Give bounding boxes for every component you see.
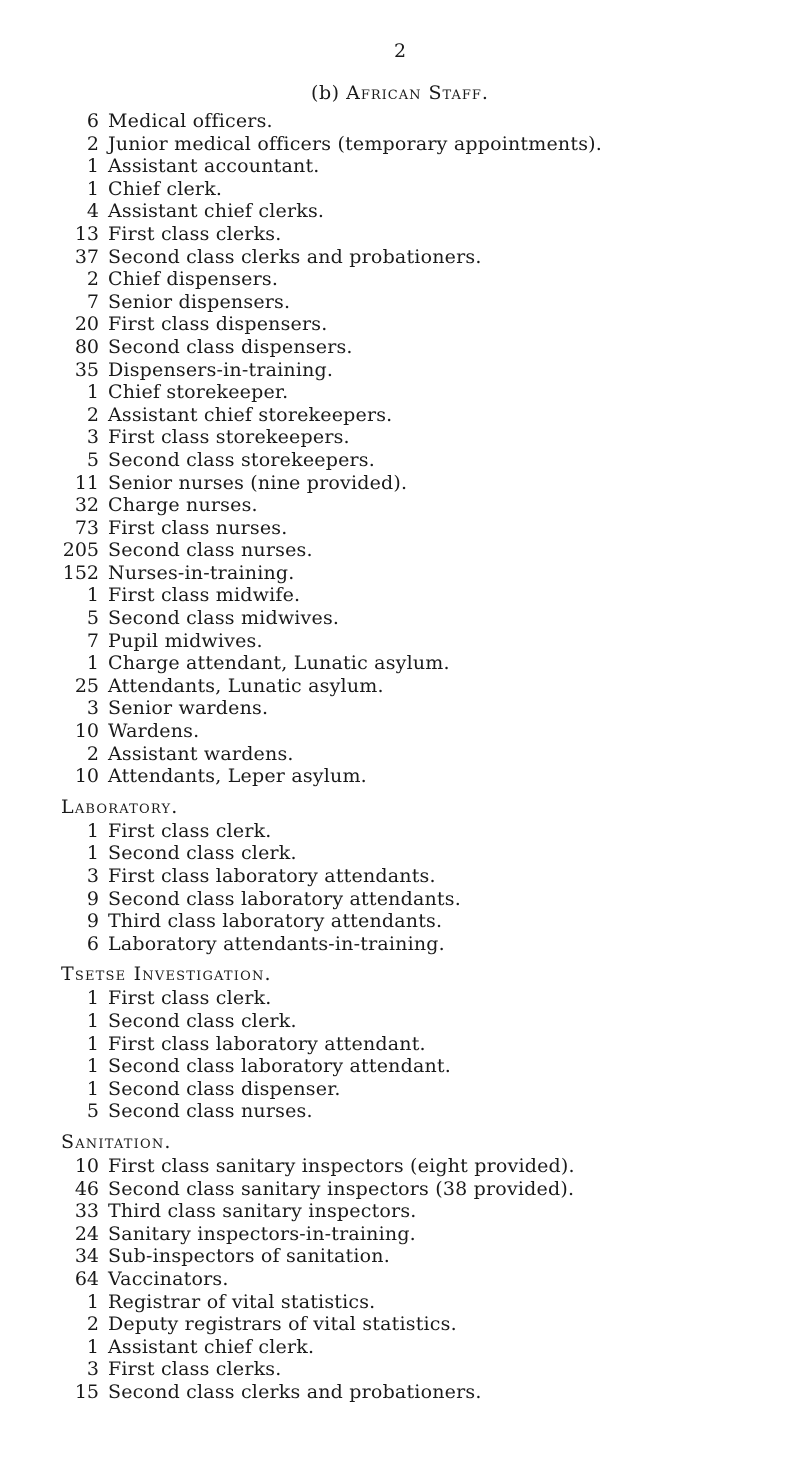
staff-description: Second class storekeepers. bbox=[108, 448, 375, 471]
page-number: 2 bbox=[393, 40, 407, 62]
staff-description: Third class sanitary inspectors. bbox=[108, 1200, 417, 1223]
staff-description: Second class clerk. bbox=[108, 842, 297, 865]
staff-description: Second class laboratory attendants. bbox=[108, 887, 461, 910]
staff-count: 1 bbox=[86, 155, 99, 178]
staff-count: 9 bbox=[86, 910, 99, 933]
staff-row bbox=[0, 291, 800, 314]
staff-row bbox=[0, 1100, 800, 1123]
staff-count: 1 bbox=[86, 381, 99, 404]
staff-description: Second class nurses. bbox=[108, 539, 313, 562]
staff-description: First class clerk. bbox=[108, 987, 272, 1010]
staff-description: First class laboratory attendants. bbox=[108, 865, 436, 887]
staff-count: 7 bbox=[86, 629, 99, 652]
staff-row bbox=[0, 842, 800, 865]
staff-description: First class midwife. bbox=[108, 584, 301, 607]
staff-description: Third class laboratory attendants. bbox=[108, 910, 443, 933]
staff-description: First class laboratory attendant. bbox=[108, 1032, 426, 1055]
laboratory-staff-group bbox=[0, 820, 800, 956]
staff-row bbox=[0, 562, 800, 585]
staff-row bbox=[0, 933, 800, 956]
staff-count: 15 bbox=[74, 1380, 99, 1403]
staff-row bbox=[0, 313, 800, 336]
staff-count: 1 bbox=[86, 1009, 99, 1032]
staff-count: 73 bbox=[74, 516, 99, 539]
staff-count: 32 bbox=[74, 494, 99, 517]
staff-list bbox=[0, 110, 800, 1403]
staff-description: Laboratory attendants-in-training. bbox=[108, 932, 445, 955]
staff-count: 4 bbox=[86, 200, 99, 223]
staff-row bbox=[0, 1291, 800, 1314]
staff-description: Chief storekeeper. bbox=[108, 381, 289, 404]
staff-row bbox=[0, 765, 800, 788]
staff-row bbox=[0, 110, 800, 133]
staff-row bbox=[0, 910, 800, 933]
staff-row bbox=[0, 607, 800, 630]
staff-count: 25 bbox=[74, 674, 99, 697]
staff-count: 10 bbox=[74, 765, 99, 788]
tsetse-staff-group bbox=[0, 987, 800, 1123]
staff-row bbox=[0, 494, 800, 517]
section-heading-laboratory: Laboratory. bbox=[61, 795, 179, 818]
staff-row bbox=[0, 336, 800, 359]
staff-count: 3 bbox=[86, 1358, 99, 1381]
staff-description: Second class laboratory attendant. bbox=[108, 1055, 451, 1078]
staff-count: 152 bbox=[62, 561, 99, 584]
staff-row bbox=[0, 449, 800, 472]
staff-count: 10 bbox=[74, 720, 99, 743]
staff-count: 5 bbox=[86, 607, 99, 630]
staff-row bbox=[0, 1010, 800, 1033]
staff-count: 46 bbox=[74, 1177, 99, 1200]
staff-count: 1 bbox=[86, 987, 99, 1010]
staff-row bbox=[0, 720, 800, 743]
staff-description: First class clerks. bbox=[108, 1358, 282, 1381]
staff-row bbox=[0, 820, 800, 843]
staff-description: Second class sanitary inspectors (38 provided). bbox=[108, 1177, 575, 1200]
staff-row bbox=[0, 1178, 800, 1201]
staff-description: Assistant chief storekeepers. bbox=[108, 403, 393, 426]
staff-row bbox=[0, 155, 800, 178]
staff-description: Chief clerk. bbox=[108, 177, 223, 200]
staff-count: 24 bbox=[74, 1222, 99, 1245]
staff-count: 5 bbox=[86, 448, 99, 471]
staff-description: Dispensers-in-training. bbox=[108, 358, 334, 381]
staff-count: 2 bbox=[86, 742, 99, 765]
staff-description: Assistant chief clerks. bbox=[108, 200, 325, 223]
staff-row bbox=[0, 697, 800, 720]
staff-row bbox=[0, 1358, 800, 1381]
staff-description: First class nurses. bbox=[108, 516, 288, 539]
staff-count: 2 bbox=[86, 268, 99, 291]
staff-row bbox=[0, 1200, 800, 1223]
staff-count: 205 bbox=[62, 539, 99, 562]
staff-description: Sanitary inspectors-in-training. bbox=[108, 1222, 416, 1245]
staff-row bbox=[0, 1268, 800, 1291]
staff-description: Charge nurses. bbox=[108, 494, 258, 517]
staff-count: 11 bbox=[74, 471, 99, 494]
staff-description: Attendants, Lunatic asylum. bbox=[108, 674, 384, 697]
staff-count: 1 bbox=[86, 652, 99, 675]
staff-description: Second class dispenser. bbox=[108, 1077, 341, 1100]
general-staff-group bbox=[0, 110, 800, 788]
staff-row bbox=[0, 1245, 800, 1268]
staff-count: 1 bbox=[86, 1290, 99, 1313]
staff-description: Assistant wardens. bbox=[108, 742, 294, 765]
title-prefix: (b) bbox=[311, 82, 340, 104]
staff-description: Second class clerk. bbox=[108, 1009, 297, 1032]
staff-description: Assistant accountant. bbox=[108, 155, 320, 178]
staff-count: 2 bbox=[86, 403, 99, 426]
staff-description: Senior nurses (nine provided). bbox=[108, 471, 408, 494]
staff-description: Charge attendant, Lunatic asylum. bbox=[108, 652, 450, 675]
staff-count: 2 bbox=[86, 132, 99, 155]
staff-row bbox=[0, 472, 800, 495]
staff-description: Registrar of vital statistics. bbox=[108, 1290, 376, 1313]
staff-count: 13 bbox=[74, 222, 99, 245]
staff-row bbox=[0, 1078, 800, 1101]
staff-row bbox=[0, 865, 800, 888]
title-text: African Staff. bbox=[346, 82, 489, 104]
staff-count: 80 bbox=[74, 335, 99, 358]
staff-description: First class clerk. bbox=[108, 819, 272, 842]
staff-description: Sub-inspectors of sanitation. bbox=[108, 1245, 390, 1268]
staff-count: 1 bbox=[86, 1032, 99, 1055]
staff-description: Senior wardens. bbox=[108, 697, 269, 720]
staff-count: 9 bbox=[86, 887, 99, 910]
staff-description: Vaccinators. bbox=[108, 1267, 229, 1290]
staff-row bbox=[0, 426, 800, 449]
staff-description: Wardens. bbox=[108, 720, 200, 743]
staff-count: 1 bbox=[86, 1335, 99, 1358]
staff-row bbox=[0, 652, 800, 675]
staff-count: 1 bbox=[86, 177, 99, 200]
staff-count: 20 bbox=[74, 313, 99, 336]
staff-description: Attendants, Leper asylum. bbox=[108, 765, 367, 788]
staff-row bbox=[0, 1336, 800, 1359]
staff-description: Second class dispensers. bbox=[108, 335, 353, 358]
staff-row bbox=[0, 1033, 800, 1056]
staff-row bbox=[0, 268, 800, 291]
sanitation-staff-group bbox=[0, 1155, 800, 1404]
staff-count: 35 bbox=[74, 358, 99, 381]
staff-count: 33 bbox=[74, 1200, 99, 1223]
staff-count: 6 bbox=[86, 110, 99, 132]
staff-count: 64 bbox=[74, 1267, 99, 1290]
staff-description: Junior medical officers (temporary appointments). bbox=[108, 132, 603, 155]
staff-description: Assistant chief clerk. bbox=[108, 1335, 315, 1358]
staff-description: First class storekeepers. bbox=[108, 426, 350, 449]
staff-count: 10 bbox=[74, 1154, 99, 1177]
staff-count: 7 bbox=[86, 290, 99, 313]
staff-description: First class sanitary inspectors (eight provided). bbox=[108, 1154, 575, 1177]
staff-row bbox=[0, 359, 800, 382]
staff-row bbox=[0, 888, 800, 911]
staff-row bbox=[0, 1055, 800, 1078]
staff-count: 2 bbox=[86, 1313, 99, 1336]
staff-count: 3 bbox=[86, 865, 99, 887]
staff-description: Nurses-in-training. bbox=[108, 561, 295, 584]
staff-description: First class clerks. bbox=[108, 222, 282, 245]
staff-count: 1 bbox=[86, 1077, 99, 1100]
section-heading-tsetse: Tsetse Investigation. bbox=[61, 963, 272, 986]
staff-row bbox=[0, 178, 800, 201]
staff-description: Second class nurses. bbox=[108, 1100, 313, 1123]
staff-row bbox=[0, 743, 800, 766]
staff-row bbox=[0, 133, 800, 156]
page-title bbox=[0, 82, 800, 104]
staff-description: First class dispensers. bbox=[108, 313, 328, 336]
staff-row bbox=[0, 630, 800, 653]
staff-row bbox=[0, 1381, 800, 1404]
staff-count: 37 bbox=[74, 245, 99, 268]
staff-row bbox=[0, 1223, 800, 1246]
staff-row bbox=[0, 1313, 800, 1336]
staff-description: Chief dispensers. bbox=[108, 268, 279, 291]
staff-description: Deputy registrars of vital statistics. bbox=[108, 1313, 457, 1336]
staff-count: 3 bbox=[86, 697, 99, 720]
staff-count: 1 bbox=[86, 819, 99, 842]
staff-count: 3 bbox=[86, 426, 99, 449]
staff-description: Second class clerks and probationers. bbox=[108, 1380, 482, 1403]
staff-description: Senior dispensers. bbox=[108, 290, 291, 313]
section-heading-sanitation: Sanitation. bbox=[61, 1130, 172, 1153]
staff-count: 1 bbox=[86, 1055, 99, 1078]
staff-row bbox=[0, 675, 800, 698]
staff-description: Second class clerks and probationers. bbox=[108, 245, 482, 268]
staff-count: 1 bbox=[86, 842, 99, 865]
staff-row bbox=[0, 381, 800, 404]
staff-row bbox=[0, 200, 800, 223]
staff-row bbox=[0, 223, 800, 246]
staff-description: Second class midwives. bbox=[108, 607, 340, 630]
staff-count: 6 bbox=[86, 932, 99, 955]
staff-description: Medical officers. bbox=[108, 110, 273, 132]
staff-row bbox=[0, 1155, 800, 1178]
staff-description: Pupil midwives. bbox=[108, 629, 263, 652]
staff-row bbox=[0, 246, 800, 269]
staff-count: 34 bbox=[74, 1245, 99, 1268]
staff-row bbox=[0, 539, 800, 562]
staff-row bbox=[0, 584, 800, 607]
staff-row bbox=[0, 517, 800, 540]
staff-count: 1 bbox=[86, 584, 99, 607]
staff-row bbox=[0, 987, 800, 1010]
staff-count: 5 bbox=[86, 1100, 99, 1123]
staff-row bbox=[0, 404, 800, 427]
